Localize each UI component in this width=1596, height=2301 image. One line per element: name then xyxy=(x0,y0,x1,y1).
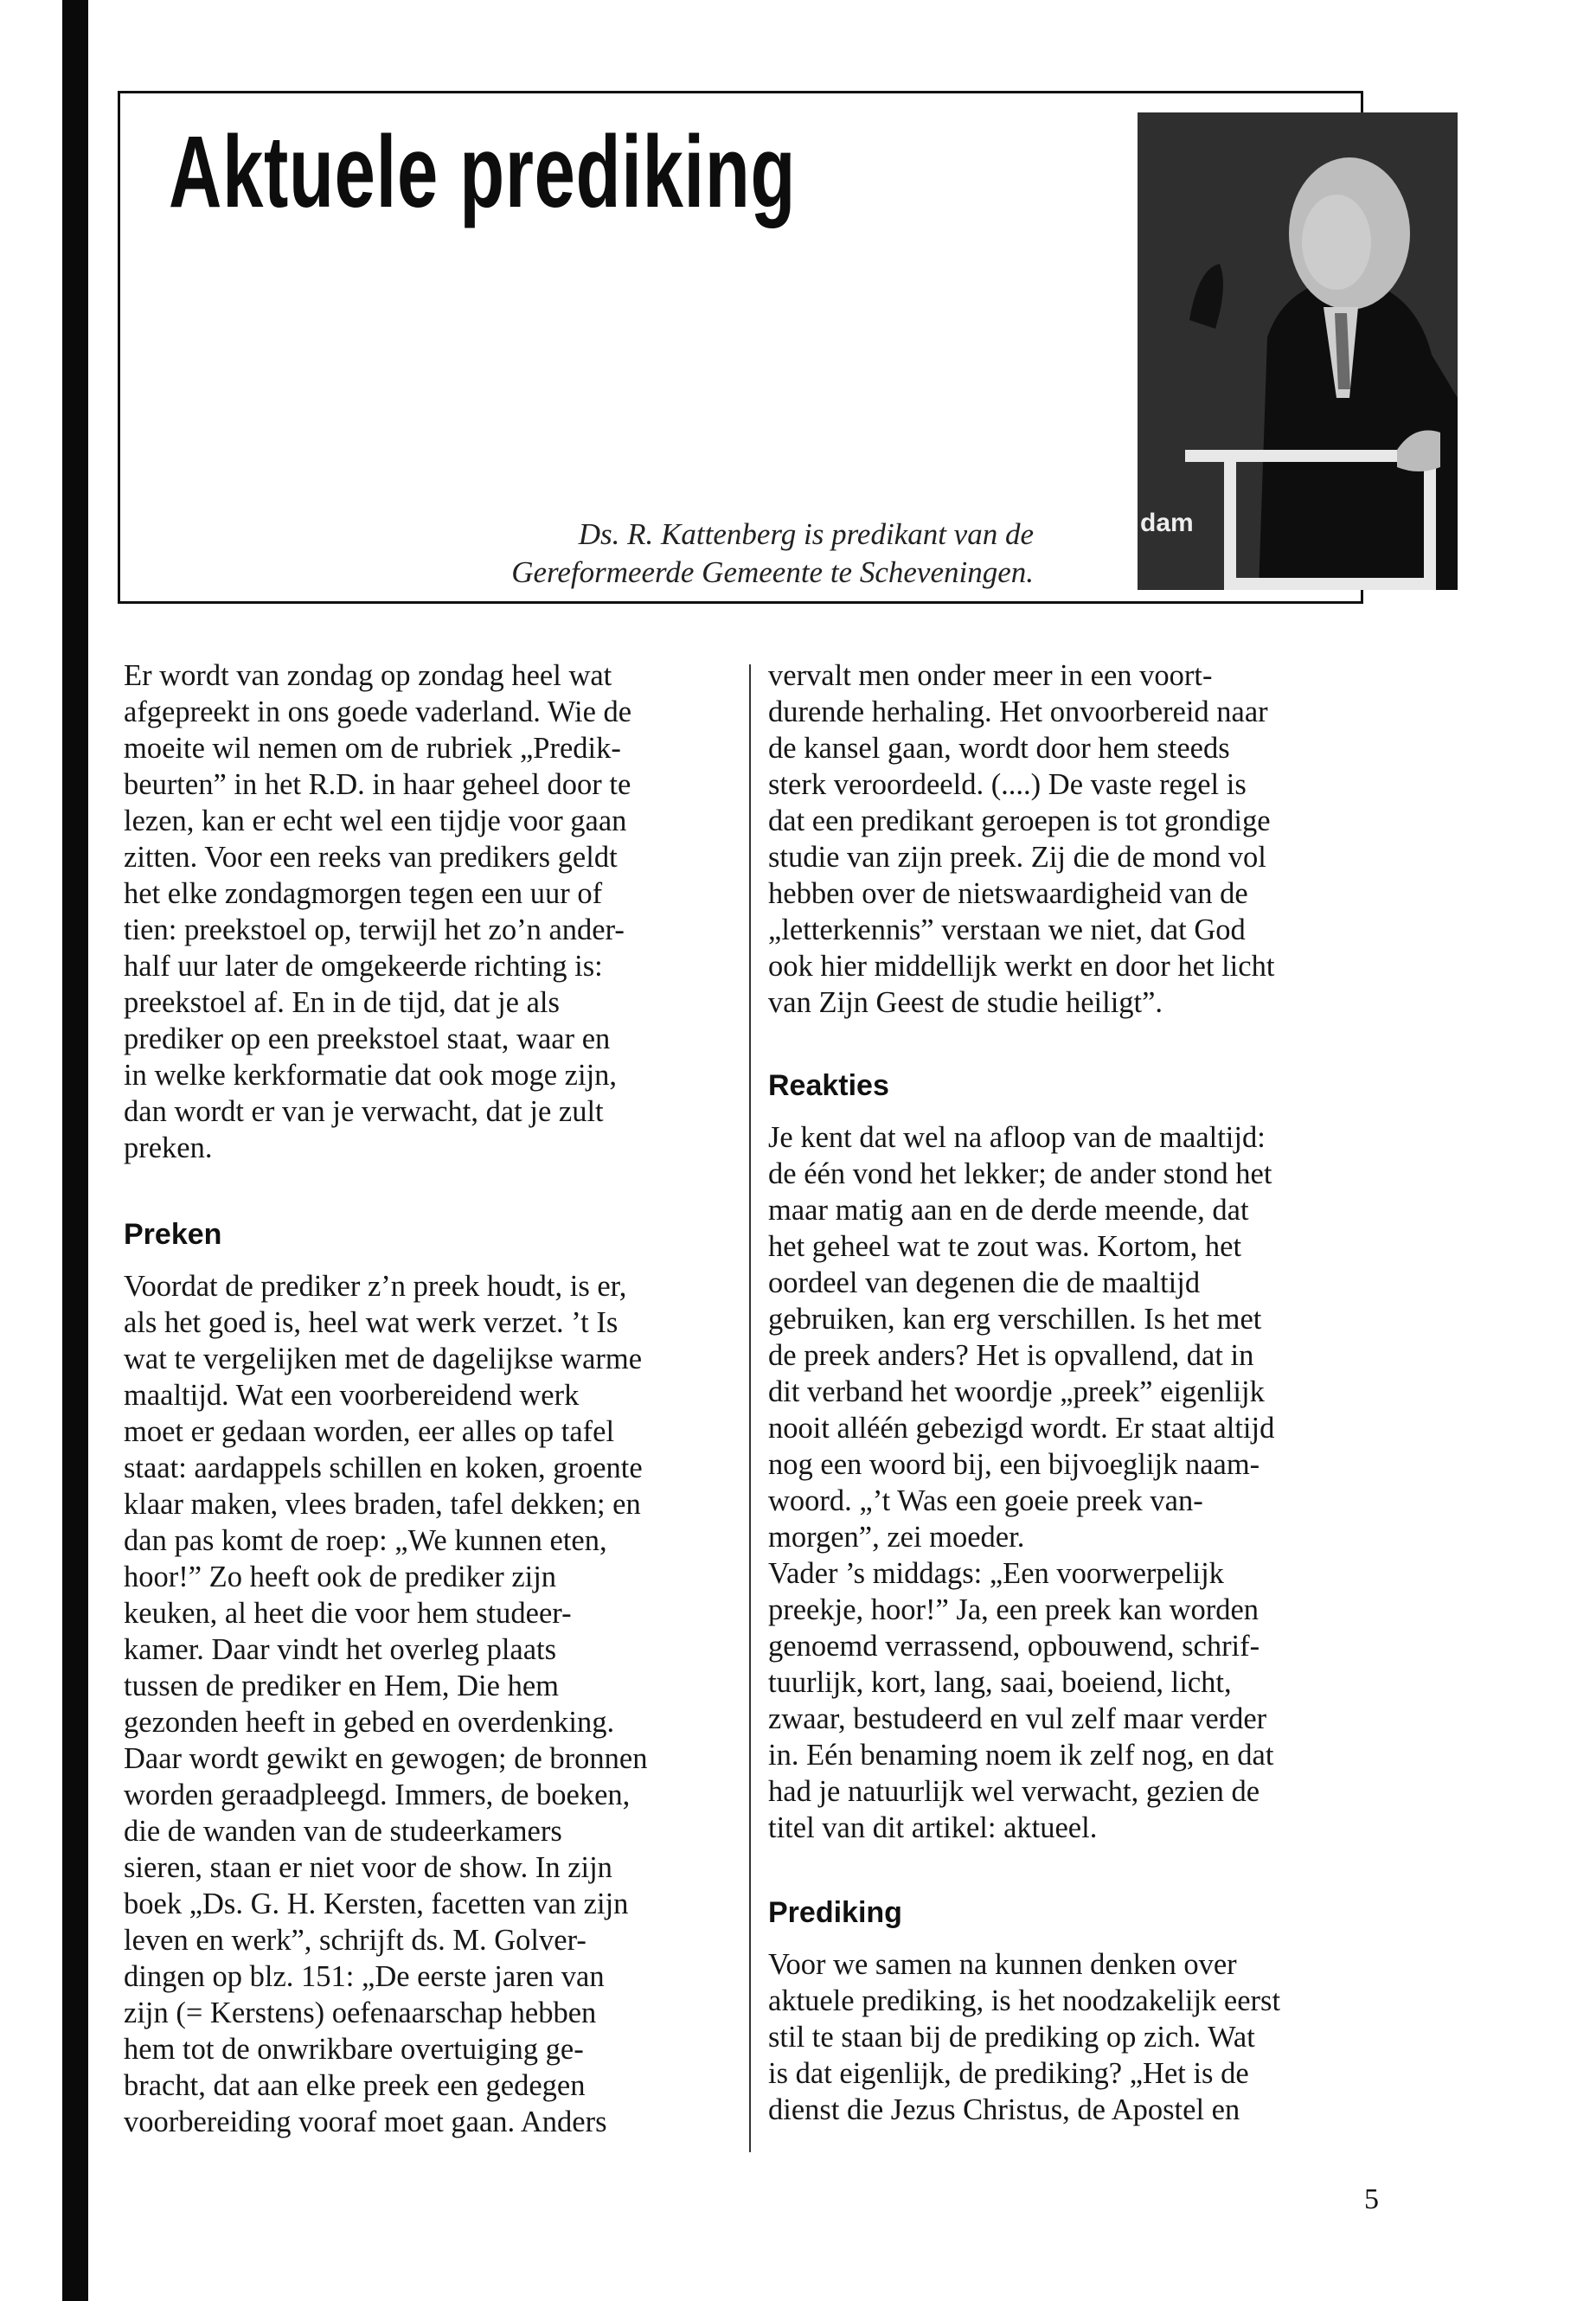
speaker-photo xyxy=(1138,112,1458,590)
article-header xyxy=(118,91,1363,604)
prediking-paragraph: Voor we samen na kunnen denken over aktuele prediking, is het noodzakelijk eerst stil te staan bij de prediking op zich. Wat is dat eigenlijk, de prediking? „Het is de dienst die Jezus Christus, de Apostel en xyxy=(768,1948,1281,2126)
reakties-paragraph: Je kent dat wel na afloop van de maaltijd: de één vond het lekker; de ander stond het maar matig aan en de derde meende, dat het geheel wat te zout was. Kortom, het oordeel van degenen die de maaltijd gebruiken, kan erg verschillen. Is het met de preek anders? Het is opvallend, dat in dit verband het woordje „preek” eigenlijk nooit alléén gebezigd wordt. Er staat altijd nog een woord bij, een bijvoeglijk naam- woord. „’t Was een goeie preek van- morgen”, zei moeder. Vader ’s middags: „Een voorwerpelijk preekje, hoor!” Ja, een preek kan worden genoemd verrassend, opbouwend, schrif- tuurlijk, kort, lang, saai, boeiend, licht, zwaar, bestudeerd en vul zelf maar verder in. Eén benaming noem ik zelf nog, en dat had je natuurlijk wel verwacht, gezien de titel van dit artikel: aktueel. xyxy=(768,1121,1275,1844)
caption-line-2: Gereformeerde Gemeente te Scheveningen. xyxy=(511,555,1034,589)
right-column xyxy=(768,657,1374,2128)
scan-edge-bar xyxy=(62,0,88,2301)
continuation-paragraph: vervalt men onder meer in een voort- durende herhaling. Het onvoorbereid naar de kansel gaan, wordt door hem steeds sterk veroordeeld. (....) De vaste regel is dat een predikant geroepen is tot grondige studie van zijn preek. Zij die de mond vol hebben over de nietswaardigheid van de „letterkennis” verstaan we niet, dat God ook hier middellijk werkt en door het licht van Zijn Geest de studie heiligt”. xyxy=(768,659,1275,1019)
photo-label-text: dam xyxy=(1140,509,1194,537)
heading-prediking: Prediking xyxy=(768,1896,902,1929)
left-column xyxy=(124,657,751,2140)
intro-paragraph: Er wordt van zondag op zondag heel wat afgepreekt in ons goede vaderland. Wie de moeite wil nemen om de rubriek „Predik- beurten” in het R.D. in haar geheel door te lezen, kan er echt wel een tijdje voor gaan zitten. Voor een reeks van predikers geldt het elke zondagmorgen tegen een uur of tien: preekstoel op, terwijl het zo’n ander- half uur later de omgekeerde richting is: preekstoel af. En in de tijd, dat je als prediker op een preekstoel staat, waar en in welke kerkformatie dat ook moge zijn, dan wordt er van je verwacht, dat je zult preken. xyxy=(124,659,632,1164)
heading-reakties: Reakties xyxy=(768,1069,889,1102)
preken-paragraph: Voordat de prediker z’n preek houdt, is er, als het goed is, heel wat werk verzet. ’t Is wat te vergelijken met de dagelijkse warme maaltijd. Wat een voorbereidend werk moet er gedaan worden, eer alles op tafel staat: aardappels schillen en koken, groente klaar maken, vlees braden, tafel dekken; en dan pas komt de roep: „We kunnen eten, hoor!” Zo heeft ook de prediker zijn keuken, al heet die voor hem studeer- kamer. Daar vindt het overleg plaats tussen de prediker en Hem, Die hem gezonden heeft in gebed en overdenking. Daar wordt gewikt en gewogen; de bronnen worden geraadpleegd. Immers, de boeken, die de wanden van de studeerkamers sieren, staan er niet voor de show. In zijn boek „Ds. G. H. Kersten, facetten van zijn leven en werk”, schrijft ds. M. Golver- dingen op blz. 151: „De eerste jaren van zijn (= Kerstens) oefenaarschap hebben hem tot de onwrikbare overtuiging ge- bracht, dat aan elke preek een gedegen voorbereiding vooraf moet gaan. Anders xyxy=(124,1270,648,2138)
caption-line-1: Ds. R. Kattenberg is predikant van de xyxy=(578,517,1034,551)
article-title: Aktuele prediking xyxy=(169,115,797,229)
heading-preken: Preken xyxy=(124,1218,222,1251)
photo-caption xyxy=(511,516,1034,592)
page-number: 5 xyxy=(1364,2183,1379,2215)
